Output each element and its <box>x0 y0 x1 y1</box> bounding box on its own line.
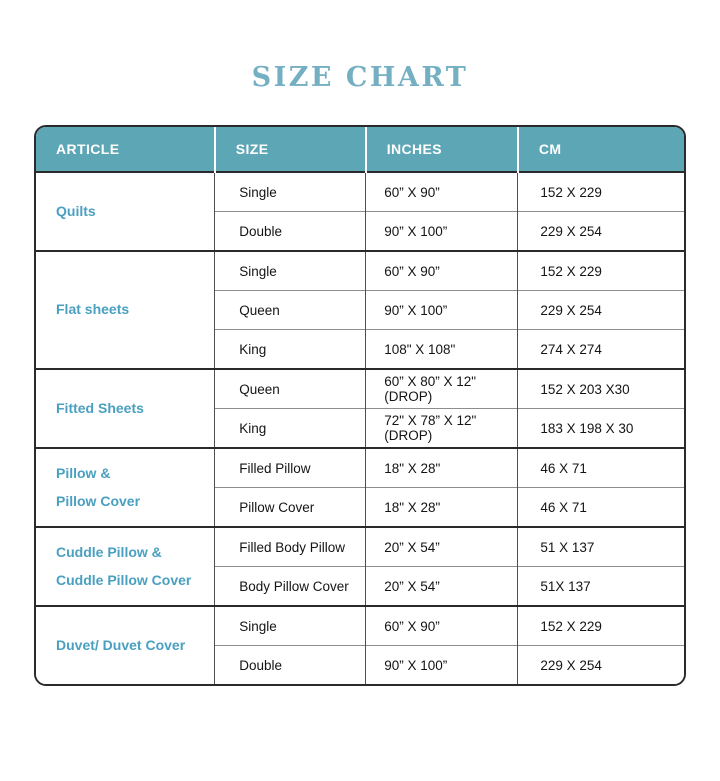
column-header-article: ARTICLE <box>36 127 215 172</box>
table-header-row <box>36 127 684 172</box>
article-label: Cuddle Pillow Cover <box>56 571 192 588</box>
inches-cell: 90” X 100” <box>366 212 518 252</box>
cm-cell: 152 X 229 <box>518 251 684 291</box>
size-chart-table <box>34 125 686 686</box>
article-label: Pillow & <box>56 465 111 482</box>
article-cell <box>36 448 215 527</box>
table-row <box>36 606 684 646</box>
size-cell: Queen <box>215 369 366 409</box>
size-cell: King <box>215 409 366 449</box>
column-header-inches: INCHES <box>366 127 518 172</box>
size-cell: Body Pillow Cover <box>215 567 366 607</box>
table-row <box>36 448 684 488</box>
cm-cell: 183 X 198 X 30 <box>518 409 684 449</box>
article-cell <box>36 251 215 369</box>
inches-cell: 18" X 28" <box>366 448 518 488</box>
size-chart <box>36 127 684 684</box>
size-cell: Filled Pillow <box>215 448 366 488</box>
table-row <box>36 251 684 291</box>
article-cell <box>36 527 215 606</box>
article-label: Pillow Cover <box>56 492 141 509</box>
size-cell: Double <box>215 212 366 252</box>
article-label: Quilts <box>56 202 96 219</box>
table-row <box>36 369 684 409</box>
article-cell <box>36 369 215 448</box>
cm-cell: 152 X 229 <box>518 606 684 646</box>
inches-cell: 18" X 28" <box>366 488 518 528</box>
table-row <box>36 172 684 212</box>
cm-cell: 229 X 254 <box>518 291 684 330</box>
cm-cell: 229 X 254 <box>518 646 684 685</box>
inches-cell: 20” X 54” <box>366 567 518 607</box>
size-cell: Single <box>215 251 366 291</box>
article-cell <box>36 606 215 684</box>
size-cell: King <box>215 330 366 370</box>
inches-cell: 20” X 54” <box>366 527 518 567</box>
size-cell: Pillow Cover <box>215 488 366 528</box>
cm-cell: 152 X 229 <box>518 172 684 212</box>
page <box>0 62 720 686</box>
size-cell: Double <box>215 646 366 685</box>
cm-cell: 51X 137 <box>518 567 684 607</box>
cm-cell: 51 X 137 <box>518 527 684 567</box>
inches-cell: 60” X 90” <box>366 172 518 212</box>
article-label: Cuddle Pillow & <box>56 544 162 561</box>
inches-cell: 90” X 100” <box>366 646 518 685</box>
size-cell: Filled Body Pillow <box>215 527 366 567</box>
inches-cell: 60” X 90” <box>366 251 518 291</box>
cm-cell: 46 X 71 <box>518 448 684 488</box>
size-cell: Single <box>215 606 366 646</box>
cm-cell: 274 X 274 <box>518 330 684 370</box>
page-title: SIZE CHART <box>251 62 469 93</box>
cm-cell: 229 X 254 <box>518 212 684 252</box>
inches-cell: 108" X 108" <box>366 330 518 370</box>
article-cell <box>36 172 215 251</box>
size-cell: Queen <box>215 291 366 330</box>
inches-cell: 60” X 90” <box>366 606 518 646</box>
cm-cell: 152 X 203 X30 <box>518 369 684 409</box>
inches-cell: 72" X 78” X 12"(DROP) <box>366 409 518 449</box>
article-label: Duvet/ Duvet Cover <box>56 636 186 653</box>
article-label: Flat sheets <box>56 301 130 318</box>
inches-cell: 60” X 80” X 12"(DROP) <box>366 369 518 409</box>
table-row <box>36 527 684 567</box>
cm-cell: 46 X 71 <box>518 488 684 528</box>
inches-cell: 90” X 100” <box>366 291 518 330</box>
column-header-cm: CM <box>518 127 684 172</box>
column-header-size: SIZE <box>215 127 366 172</box>
article-label: Fitted Sheets <box>56 399 144 416</box>
size-cell: Single <box>215 172 366 212</box>
